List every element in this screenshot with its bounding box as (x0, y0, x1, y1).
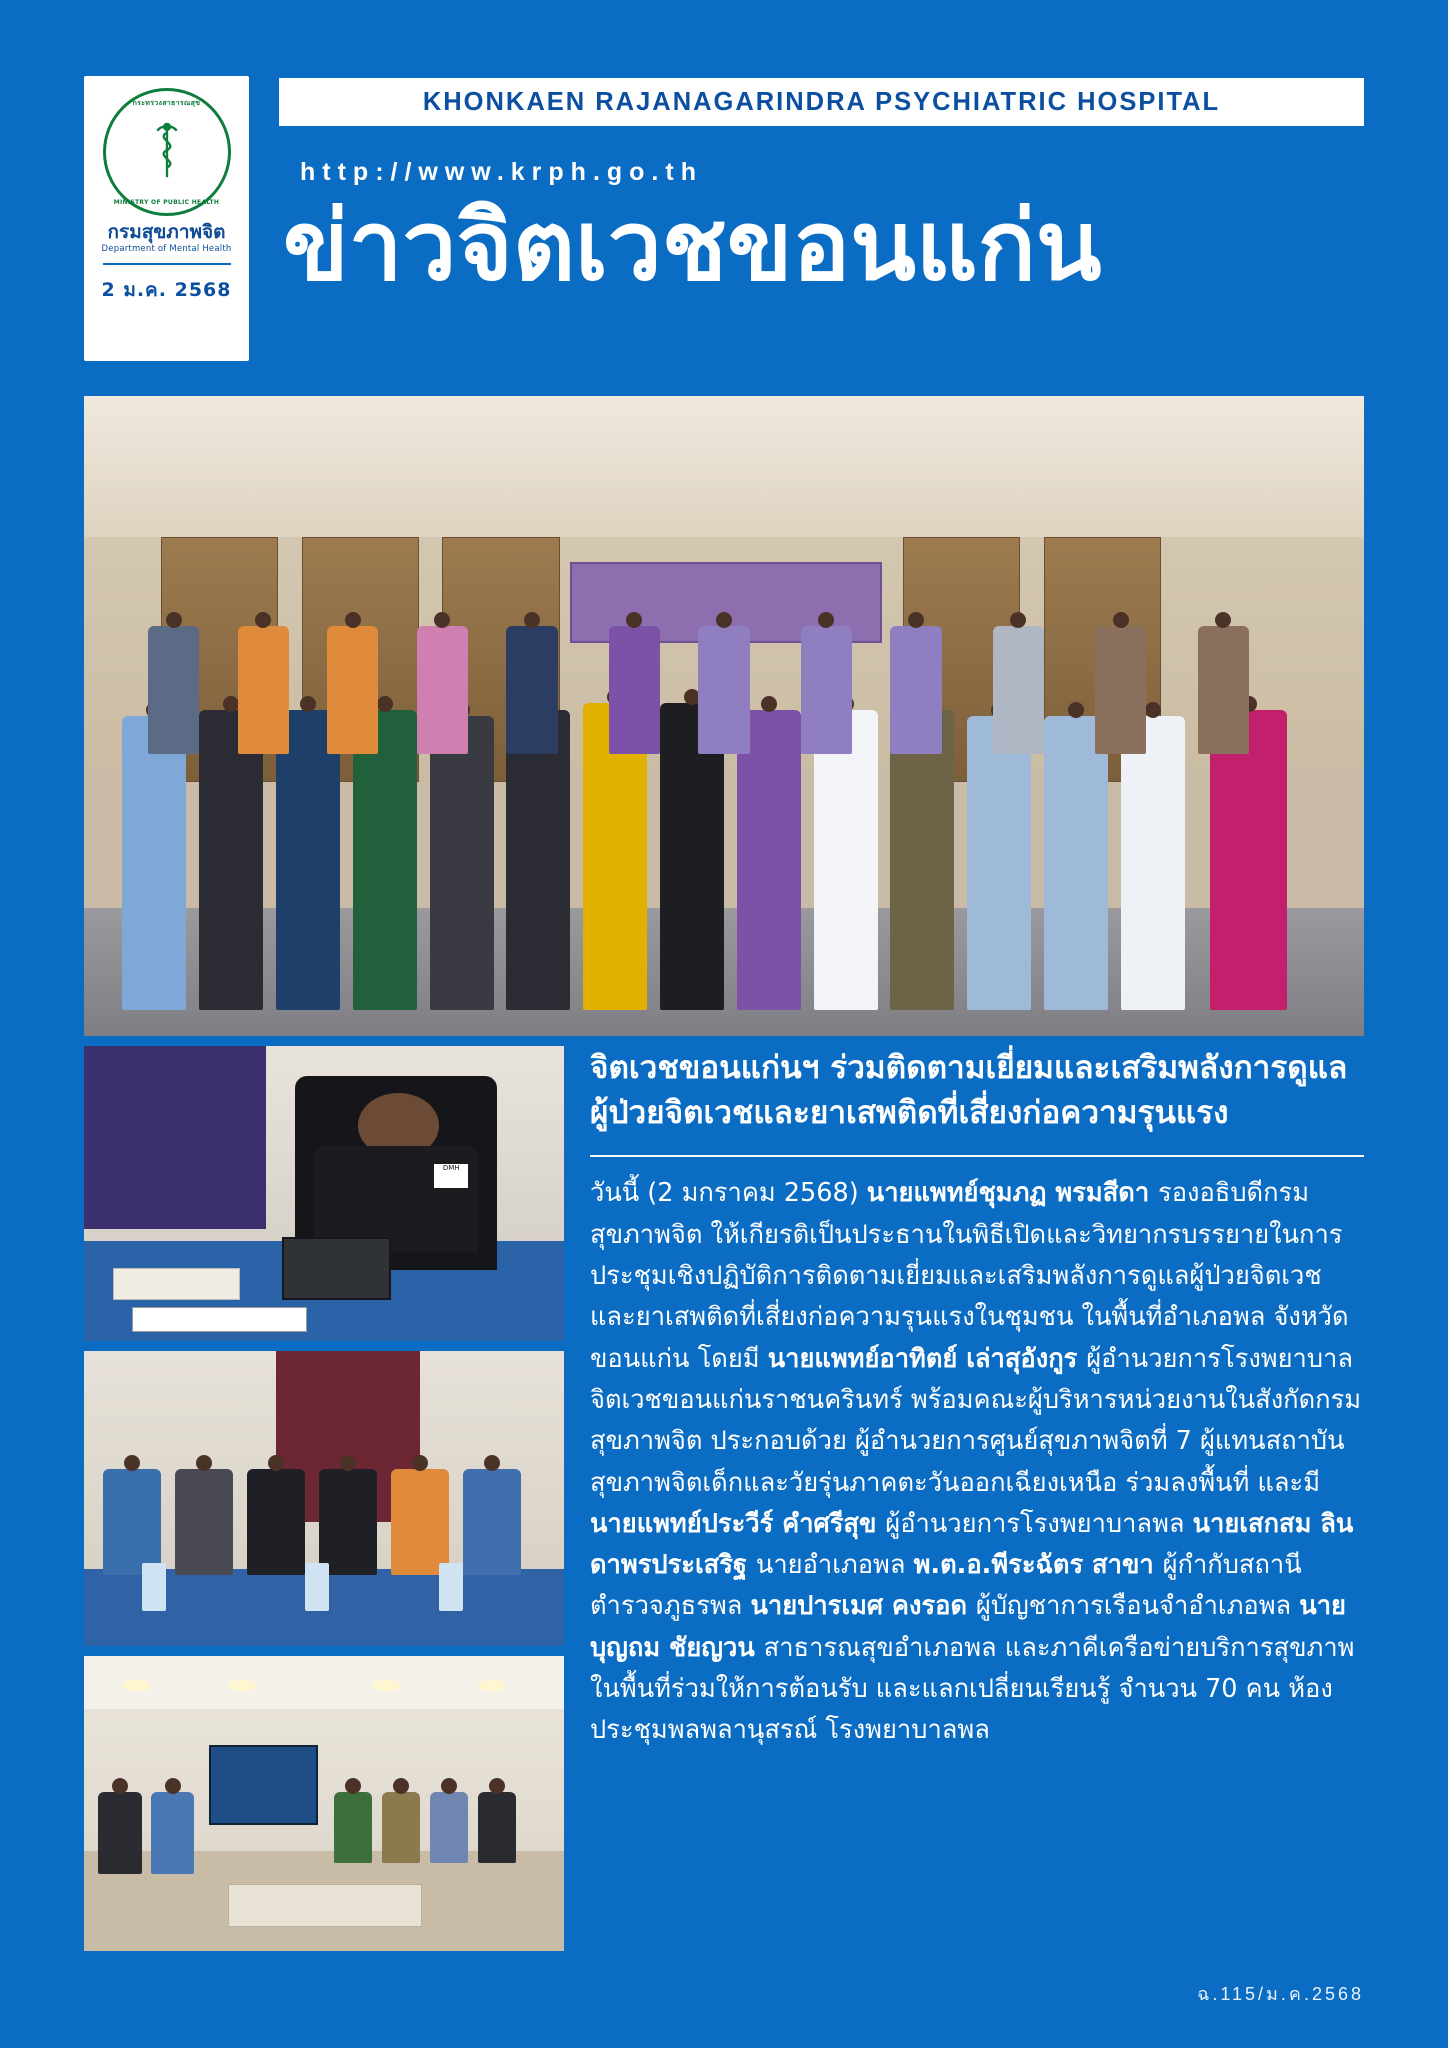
article-body-run: ผู้อำนวยการโรงพยาบาลพล (885, 1508, 1193, 1539)
article-body-emphasis: นายแพทย์ประวีร์ คำศรีสุข (590, 1508, 886, 1539)
article-body-emphasis: นายปารเมศ คงรอด (750, 1591, 976, 1622)
headline-divider (590, 1155, 1364, 1157)
article-body-run: วันนี้ (2 มกราคม 2568) (590, 1178, 867, 1209)
hospital-title: KHONKAEN RAJANAGARINDRA PSYCHIATRIC HOSPITAL (422, 87, 1221, 116)
article-headline: จิตเวชขอนแก่นฯ ร่วมติดตามเยี่ยมและเสริมพลังการดูแลผู้ป่วยจิตเวชและยาเสพติดที่เสี่ยงก่อความรุนแรง (590, 1050, 1348, 1131)
department-name-en: Department of Mental Health (101, 243, 232, 254)
article-body-run: ผู้กำกับสถานีตำรวจภูธรพล (590, 1550, 1302, 1622)
photo-speaker: DMH (84, 1046, 564, 1341)
article-body-run: สาธารณสุขอำเภอพล และภาคีเครือข่ายบริการสุขภาพในพื้นที่ร่วมให้การต้อนรับ และแลกเปลี่ยนเรียนรู้ จำนวน 70 คน ห้องประชุมพลพลานุสรณ์ โรงพยาบาลพล (590, 1632, 1355, 1746)
photo-meeting-room (84, 1656, 564, 1951)
ministry-emblem-icon (103, 88, 231, 216)
issue-footer: ฉ.115/ม.ค.2568 (1197, 1984, 1364, 2004)
photo-column (84, 1046, 564, 1951)
logo-divider (103, 263, 231, 265)
article-body-run: รองอธิบดีกรมสุขภาพจิต ให้เกียรติเป็นประธานในพิธีเปิดและวิทยากรบรรยายในการประชุมเชิงปฏิบัติการติดตามเยี่ยมและเสริมพลังการดูแลผู้ป่วยจิตเวชและยาเสพติดที่เสี่ยงก่อความรุนแรงในชุมชน ในพื้นที่อำเภอพล จังหวัดขอนแก่น โดยมี (590, 1178, 1349, 1374)
emblem-ring-text-bottom: MINISTRY OF PUBLIC HEALTH (113, 199, 220, 206)
hero-photo-scene (84, 396, 1364, 1036)
photo-audience (84, 1351, 564, 1646)
article-body-emphasis: นายแพทย์อาทิตย์ เล่าสุอังกูร (767, 1343, 1087, 1374)
article-body-emphasis: พ.ต.อ.พีระฉัตร สาขา (913, 1550, 1163, 1581)
hospital-title-bar (279, 78, 1364, 126)
article-body-emphasis: นายเสกสม ลินดาพรประเสริฐ (590, 1508, 1354, 1581)
article-column (590, 1046, 1364, 1752)
article-body-run: ผู้อำนวยการโรงพยาบาลจิตเวชขอนแก่นราชนครินทร์ พร้อมคณะผู้บริหารหน่วยงานในสังกัดกรมสุขภาพจิต ประกอบด้วย ผู้อำนวยการศูนย์สุขภาพจิตที่ 7 ผู้แทนสถาบันสุขภาพจิตเด็กและวัยรุ่นภาคตะวันออกเฉียงเหนือ ร่วมลงพื้นที่ และมี (590, 1343, 1362, 1498)
article-body (590, 1173, 1364, 1751)
emblem-ring-text-top: กระทรวงสาธารณสุข (132, 99, 201, 107)
website-url[interactable]: http://www.krph.go.th (300, 158, 703, 186)
page-header (0, 0, 1448, 370)
article-body-run: ผู้บัญชาการเรือนจำอำเภอพล (975, 1591, 1300, 1622)
article-body-emphasis: นายบุญถม ชัยญวน (590, 1591, 1346, 1663)
hero-photo (84, 396, 1364, 1036)
masthead-title: ข่าวจิตเวชขอนแก่น (283, 190, 1102, 302)
department-name-th: กรมสุขภาพจิต (107, 221, 226, 243)
caduceus-icon (136, 121, 198, 183)
issue-date: 2 ม.ค. 2568 (101, 278, 232, 301)
article-body-emphasis: นายแพทย์ชุมภฏ พรมสีดา (866, 1178, 1159, 1209)
article-body-run: นายอำเภอพล (755, 1550, 914, 1581)
ministry-logo-box (84, 76, 249, 361)
